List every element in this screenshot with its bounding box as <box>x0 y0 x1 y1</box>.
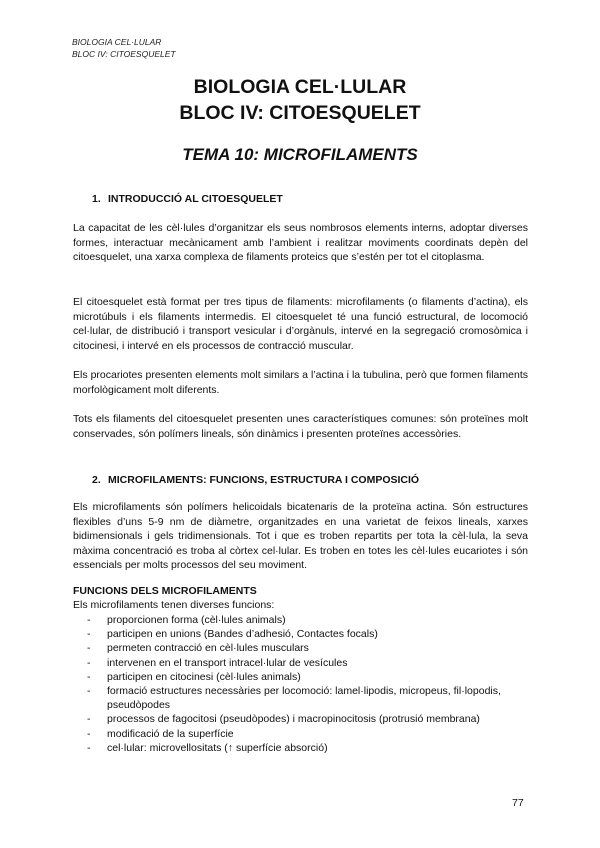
section-title: INTRODUCCIÓ AL CITOESQUELET <box>108 193 283 205</box>
page-number: 77 <box>512 797 524 809</box>
section-number: 2. <box>92 474 101 486</box>
paragraph: La capacitat de les cèl·lules d’organitzar els seus nombrosos elements interns, adoptar diverses formes, interactuar mecànicament amb l’ambient i realitzar moviments coordinats depèn del citoesquelet, una xarxa complexa de filaments proteics que s’estén per tot el citoplasma. <box>73 222 528 264</box>
running-header <box>72 36 176 60</box>
functions-intro: Els microfilaments tenen diverses funcions: <box>73 599 275 611</box>
functions-list <box>73 613 533 755</box>
list-item: - formació estructures necessàries per locomoció: lamel·lipodis, micropeus, fil·lopodis, pseudòpodes <box>73 684 533 712</box>
section-title: MICROFILAMENTS: FUNCIONS, ESTRUCTURA I COMPOSICIÓ <box>108 474 420 486</box>
chapter-title: TEMA 10: MICROFILAMENTS <box>182 145 418 164</box>
paragraph: Els procariotes presenten elements molt similars a l’actina i la tubulina, però que formen filaments morfològicament molt diferents. <box>73 369 528 396</box>
functions-heading: FUNCIONS DELS MICROFILAMENTS <box>73 585 257 597</box>
section-number: 1. <box>92 193 101 205</box>
list-item: - modificació de la superfície <box>73 727 533 741</box>
paragraph: Els microfilaments són polímers helicoidals bicatenaris de la proteïna actina. Són estructures flexibles d’uns 5-9 nm de diàmetre, organitzades en una varietat de feixos lineals, xarxes bidimensionals i gels tridimensionals. Tot i que es troben repartits per tota la cèl·lula, la seva màxima concentració es troba al còrtex cel·lular. Es troben en totes les cèl·lules eucariotes i són essencials per molts processos del seu moviment. <box>73 501 528 572</box>
list-item: - cel·lular: microvellositats (↑ superfície absorció) <box>73 741 533 755</box>
paragraph: Tots els filaments del citoesquelet presenten unes característiques comunes: són proteïnes molt conservades, són polímers lineals, són dinàmics i presenten proteïnes accessòries. <box>73 413 528 440</box>
section-heading-1 <box>92 192 283 206</box>
running-header-line-2: BLOC IV: CITOESQUELET <box>72 49 176 59</box>
list-item: - participen en unions (Bandes d’adhesió, Contactes focals) <box>73 627 533 641</box>
list-item: - proporcionen forma (cèl·lules animals) <box>73 613 533 627</box>
running-header-line-1: BIOLOGIA CEL·LULAR <box>72 37 162 47</box>
section-heading-2 <box>92 473 419 487</box>
document-title-line-2: BLOC IV: CITOESQUELET <box>179 102 421 124</box>
paragraph: El citoesquelet està format per tres tipus de filaments: microfilaments (o filaments d’actina), els microtúbuls i els filaments intermedis. El citoesquelet té una funció estructural, de locomoció cel·lular, de distribució i transport vesicular i d’orgànuls, intervé en la segregació cromosòmica i citocinesi, i intervé en els processos de contracció muscular. <box>73 296 528 352</box>
list-item: - permeten contracció en cèl·lules musculars <box>73 641 533 655</box>
document-title <box>0 74 600 126</box>
list-item: - processos de fagocitosi (pseudòpodes) i macropinocitosis (protrusió membrana) <box>73 712 533 726</box>
list-item: - participen en citocinesi (cèl·lules animals) <box>73 670 533 684</box>
list-item: - intervenen en el transport intracel·lular de vesícules <box>73 656 533 670</box>
document-title-line-1: BIOLOGIA CEL·LULAR <box>193 76 407 98</box>
